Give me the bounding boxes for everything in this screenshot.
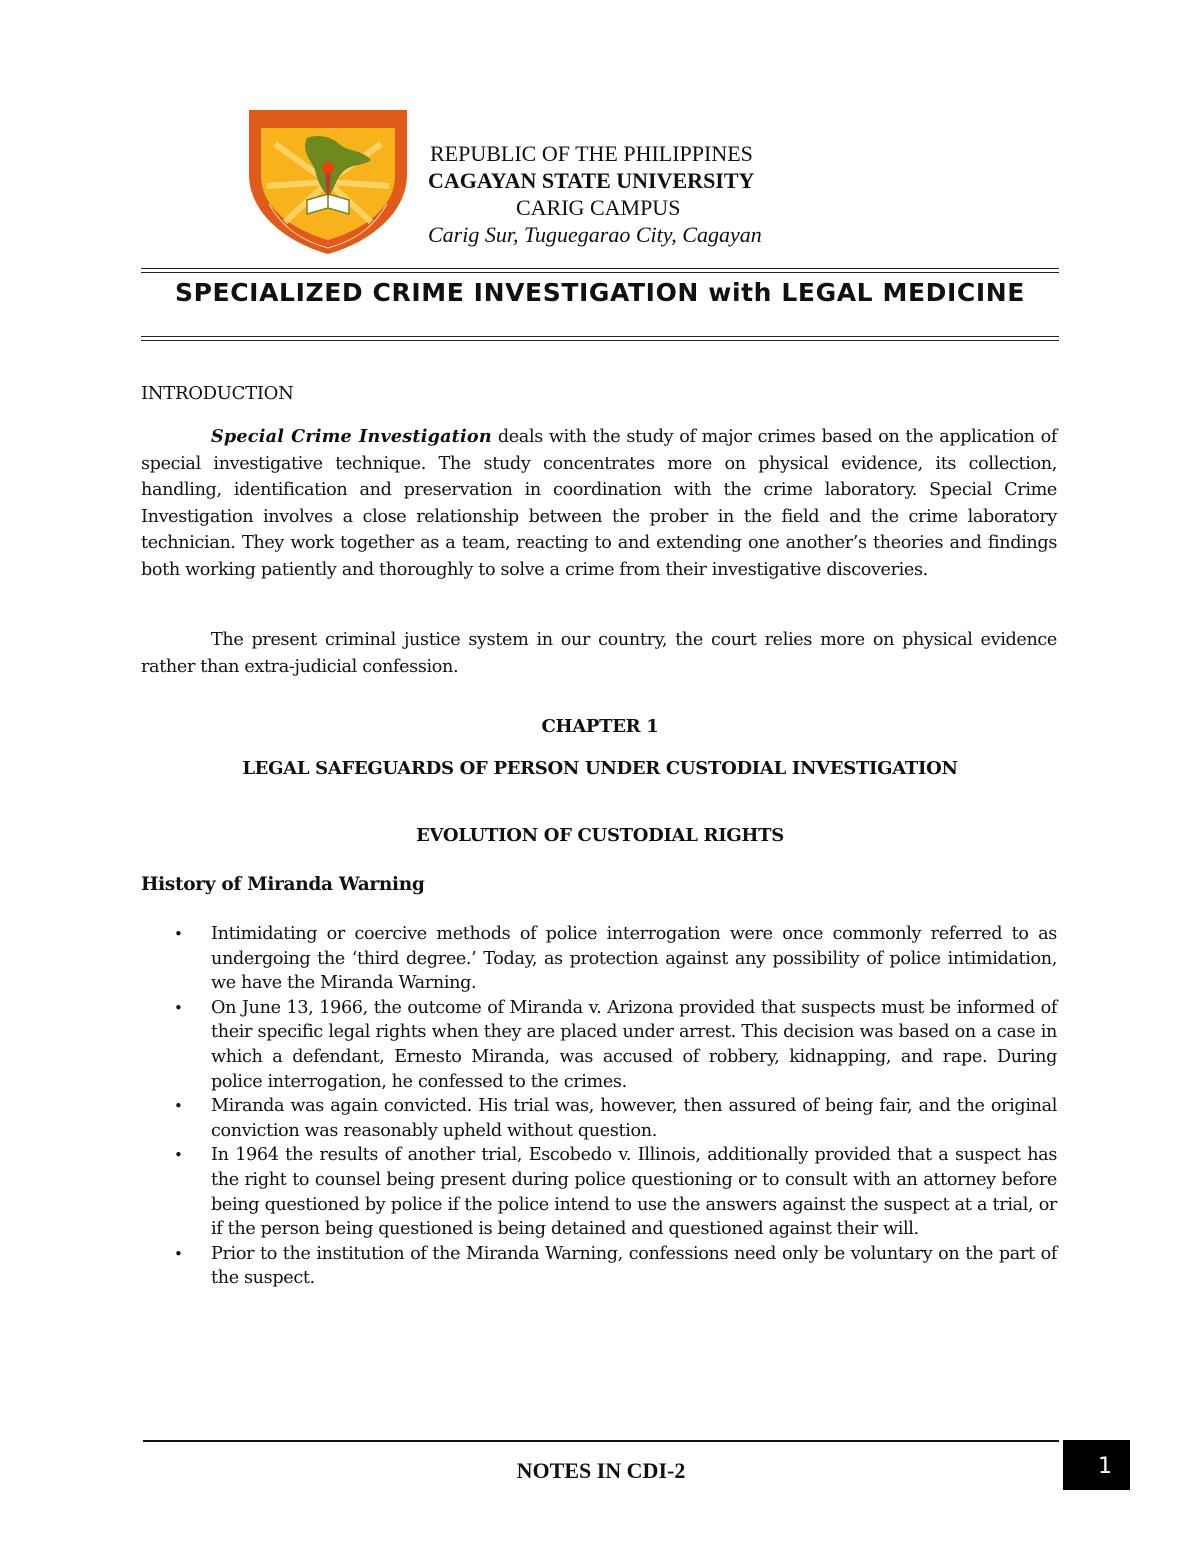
list-item: • Intimidating or coercive methods of police interrogation were once commonly referred to as undergoing the ‘third degree.’ Today, as protection against any possibility of police intimidation, we have the Miranda Warning. bbox=[174, 924, 1057, 994]
bullet-icon: • bbox=[174, 1097, 183, 1116]
list-item: • Prior to the institution of the Miranda Warning, confessions need only be voluntary on the part of the suspect. bbox=[174, 1243, 1057, 1289]
document-title: SPECIALIZED CRIME INVESTIGATION with LEGAL MEDICINE bbox=[175, 278, 1025, 307]
title-rule-bottom-1 bbox=[141, 336, 1059, 337]
section-heading: EVOLUTION OF CUSTODIAL RIGHTS bbox=[416, 825, 784, 846]
introduction-heading: INTRODUCTION bbox=[141, 383, 294, 404]
list-item: • On June 13, 1966, the outcome of Miranda v. Arizona provided that suspects must be informed of their specific legal rights when they are placed under arrest. This decision was based on a case in which a defendant, Ernesto Miranda, was accused of robbery, kidnapping, and rape. During police interrogation, he confessed to the crimes. bbox=[174, 997, 1057, 1092]
footer-label: NOTES IN CDI-2 bbox=[516, 1458, 686, 1483]
bullet-icon: • bbox=[174, 1244, 183, 1263]
campus-name: CARIG CAMPUS bbox=[516, 195, 681, 220]
chapter-title: LEGAL SAFEGUARDS OF PERSON UNDER CUSTODIAL INVESTIGATION bbox=[242, 758, 958, 779]
footer-rule bbox=[143, 1440, 1059, 1442]
subsection-heading: History of Miranda Warning bbox=[141, 874, 425, 895]
bullet-icon: • bbox=[174, 998, 183, 1017]
paragraph-1-text: deals with the study of major crimes based on the application of special investigative technique. The study concentrates more on physical evidence, its collection, handling, identification and preservation in coordination with the crime laboratory. Special Crime Investigation involves a close relationship between the prober in the field and the crime laboratory technician. They work together as a team, reacting to and extending one another’s theories and findings both working patiently and thoroughly to solve a crime from their investigative discoveries. bbox=[141, 427, 1057, 580]
title-rule-bottom-2 bbox=[141, 340, 1059, 341]
miranda-bullet-list bbox=[141, 922, 1057, 1291]
title-rule-top-2 bbox=[141, 272, 1059, 273]
page-number: 1 bbox=[1063, 1440, 1130, 1490]
campus-address: Carig Sur, Tuguegarao City, Cagayan bbox=[428, 222, 762, 247]
title-rule-top-1 bbox=[141, 268, 1059, 269]
introduction-paragraph-2 bbox=[141, 627, 1057, 680]
university-header bbox=[418, 140, 838, 248]
bullet-icon: • bbox=[174, 925, 183, 943]
list-item: • In 1964 the results of another trial, Escobedo v. Illinois, additionally provided that a suspect has the right to counsel being present during police questioning or to consult with an attorney before being questioned by police if the police intend to use the answers against the suspect at a trial, or if the person being questioned is being detained and questioned against their will. bbox=[174, 1145, 1057, 1240]
university-seal-logo bbox=[245, 104, 411, 256]
republic-line: REPUBLIC OF THE PHILIPPINES bbox=[430, 141, 753, 166]
introduction-paragraph-1 bbox=[141, 424, 1057, 584]
bullet-icon: • bbox=[174, 1146, 183, 1165]
paragraph-2-text: The present criminal justice system in our country, the court relies more on physical evidence rather than extra-judicial confession. bbox=[141, 630, 1057, 677]
list-item: • Miranda was again convicted. His trial was, however, then assured of being fair, and the original conviction was reasonably upheld without question. bbox=[174, 1096, 1057, 1141]
university-name: CAGAYAN STATE UNIVERSITY bbox=[428, 168, 755, 193]
chapter-number: CHAPTER 1 bbox=[541, 716, 659, 737]
lead-term: Special Crime Investigation bbox=[211, 426, 492, 447]
